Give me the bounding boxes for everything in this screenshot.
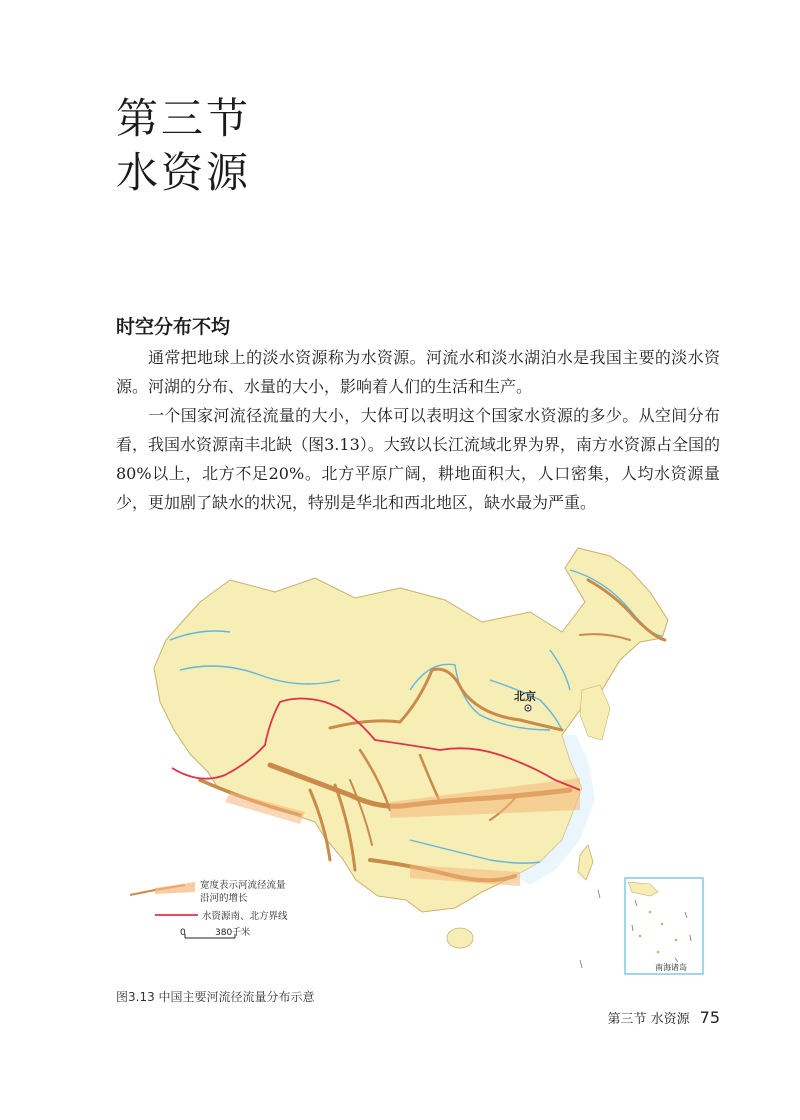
page-footer xyxy=(608,1008,721,1027)
hainan-island xyxy=(447,928,473,948)
sea-dash xyxy=(580,960,582,968)
paragraph-1: 通常把地球上的淡水资源称为水资源。河流水和淡水湖泊水是我国主要的淡水资源。河湖的分布、水量的大小，影响着人们的生活和生产。 xyxy=(116,348,720,396)
paragraph-2: 一个国家河流径流量的大小，大体可以表明这个国家水资源的多少。从空间分布看，我国水资源南丰北缺（图3.13）。大致以长江流域北界为界，南方水资源占全国的80%以上，北方不足20%。北方平原广阔，耕地面积大，人口密集，人均水资源量少，更加剧了缺水的状况，特别是华北和西北地区，缺水最为严重。 xyxy=(116,406,720,512)
chapter-number: 第三节 xyxy=(116,94,252,143)
footer-section-name: 第三节 水资源 xyxy=(607,1012,690,1027)
scale-zero-label: 0 xyxy=(180,928,186,938)
body-text xyxy=(116,343,720,517)
inset-island xyxy=(661,923,664,926)
sea-dash xyxy=(598,890,600,898)
chapter-name: 水资源 xyxy=(116,148,252,197)
scale-value-label: 380千米 xyxy=(215,928,251,938)
map-legend xyxy=(130,879,288,938)
sea-boundary-dashes xyxy=(580,890,600,968)
korea-peninsula xyxy=(580,685,610,740)
beijing-marker-dot xyxy=(527,707,529,709)
chapter-title xyxy=(116,92,251,200)
inset-island xyxy=(639,935,642,938)
legend-flow-label-2: 沿河的增长 xyxy=(200,893,248,904)
china-river-flow-map xyxy=(110,540,710,980)
legend-flow-label-1: 宽度表示河流径流量 xyxy=(200,880,286,891)
legend-boundary-label: 水资源南、北方界线 xyxy=(202,911,288,922)
inset-island xyxy=(649,911,652,914)
legend-flow-band xyxy=(155,882,195,894)
figure-caption: 图3.13 中国主要河流径流量分布示意 xyxy=(116,990,315,1004)
section-heading: 时空分布不均 xyxy=(116,316,231,338)
taiwan-island xyxy=(578,845,593,880)
map-svg xyxy=(110,540,710,980)
beijing-label: 北京 xyxy=(514,690,536,703)
inset-island xyxy=(675,939,678,942)
page-number: 75 xyxy=(699,1008,720,1027)
inset-island xyxy=(657,951,660,954)
inset-label: 南海诸岛 xyxy=(655,963,687,972)
south-china-sea-inset xyxy=(625,878,703,974)
